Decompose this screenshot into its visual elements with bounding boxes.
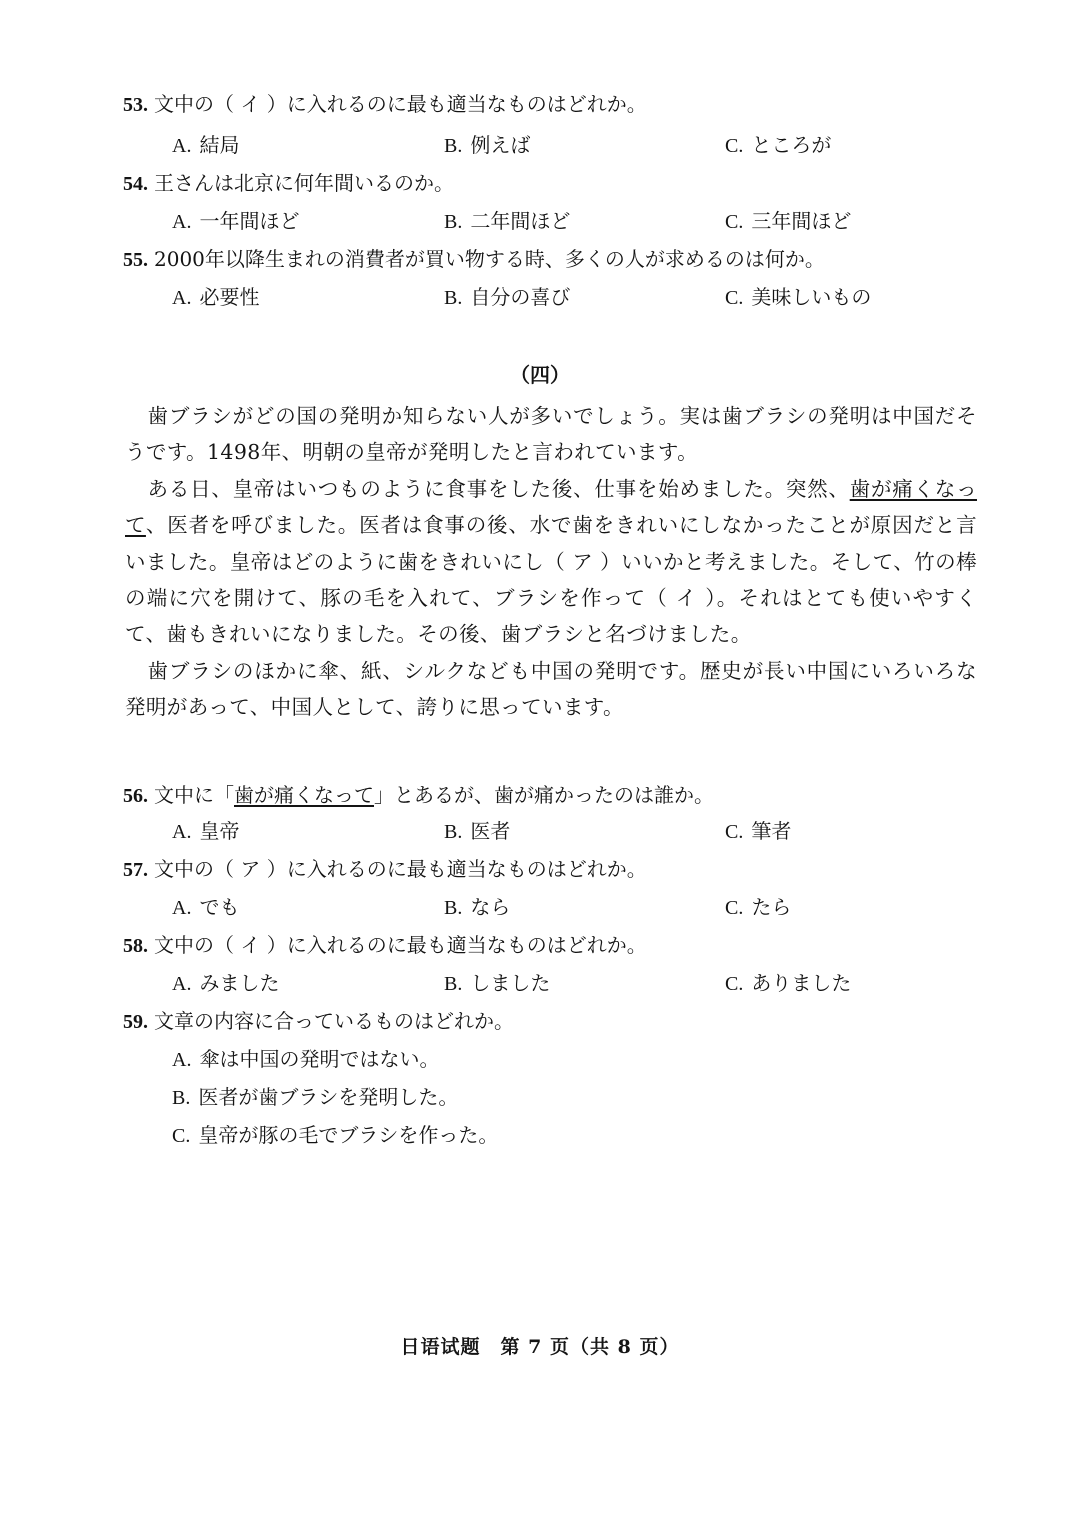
question-text: 」とあるが、歯が痛かったのは誰か。 [374, 783, 714, 807]
option-b [444, 969, 550, 998]
option-text: 二年間ほど [470, 209, 571, 233]
option-letter: B. [444, 135, 463, 157]
option-c [725, 207, 851, 236]
option-letter: A. [172, 211, 192, 233]
option-letter: C. [725, 821, 744, 843]
option-letter: B. [444, 973, 463, 995]
option-letter: B. [444, 897, 463, 919]
options-55 [0, 283, 1080, 311]
option-letter: C. [172, 1125, 191, 1147]
question-text: 文中に「 [154, 783, 234, 807]
option-text: 一年間ほど [199, 209, 300, 233]
option-b [444, 817, 510, 846]
question-number: 55. [123, 249, 148, 271]
option-letter: A. [172, 1049, 192, 1071]
option-c [725, 131, 831, 160]
question-text: 文中の（ イ ）に入れるのに最も適当なものはどれか。 [154, 933, 647, 957]
question-55 [123, 245, 825, 274]
question-number: 56. [123, 785, 148, 807]
option-text: なら [470, 895, 511, 919]
option-letter: B. [444, 211, 463, 233]
section-title: （四） [510, 363, 570, 387]
question-58 [123, 931, 647, 960]
options-53 [0, 131, 1080, 159]
option-b [444, 131, 530, 160]
option-letter: B. [444, 287, 463, 309]
option-a [172, 1045, 439, 1074]
option-text: ところが [751, 133, 832, 157]
question-number: 54. [123, 173, 148, 195]
paragraph-text: 、医者を呼びました。医者は食事の後、水で歯をきれいにしなかったことが原因だと言いました。皇帝はどのように歯をきれいにし（ ア ）いいかと考えました。そして、竹の棒の端に穴を開けて、豚の毛を入れて、ブラシを作って（ イ ）。それはとても使いやすくて、歯もきれいになりました。その後、歯ブラシと名づけました。 [125, 513, 977, 647]
option-text: 美味しいもの [751, 285, 872, 309]
option-letter: B. [444, 821, 463, 843]
option-text: 結局 [199, 133, 240, 157]
option-text: でも [199, 895, 240, 919]
option-b [444, 283, 570, 312]
option-letter: A. [172, 135, 192, 157]
option-text: ありました [751, 971, 852, 995]
option-text: みました [199, 971, 280, 995]
passage-paragraph-2 [125, 471, 977, 653]
option-text: 三年間ほど [751, 209, 852, 233]
options-54 [0, 207, 1080, 235]
reading-passage [125, 398, 977, 726]
option-c [725, 893, 791, 922]
option-letter: C. [725, 135, 744, 157]
question-56 [123, 781, 714, 810]
page-footer: 日语试题 第 7 页（共 8 页） [400, 1336, 680, 1358]
underlined-phrase: 歯が痛くなって [125, 476, 977, 538]
question-number: 57. [123, 859, 148, 881]
option-letter: A. [172, 897, 192, 919]
option-a [172, 283, 259, 312]
option-b [172, 1083, 458, 1112]
option-text: 皇帝が豚の毛でブラシを作った。 [198, 1123, 499, 1147]
question-text: 王さんは北京に何年間いるのか。 [154, 171, 454, 195]
passage-paragraph-3: 歯ブラシのほかに傘、紙、シルクなども中国の発明です。歴史が長い中国にいろいろな発明があって、中国人として、誇りに思っています。 [125, 658, 977, 720]
option-letter: C. [725, 211, 744, 233]
paragraph-text: ある日、皇帝はいつものように食事をした後、仕事を始めました。突然、 [147, 476, 850, 501]
option-a [172, 131, 239, 160]
options-58 [0, 969, 1080, 997]
option-text: たら [751, 895, 792, 919]
option-c [172, 1121, 498, 1150]
question-number: 58. [123, 935, 148, 957]
option-b [444, 207, 570, 236]
option-c [725, 969, 851, 998]
option-text: しました [470, 971, 551, 995]
question-54 [123, 169, 454, 198]
option-c [725, 817, 791, 846]
option-text: 例えば [470, 133, 531, 157]
underlined-phrase: 歯が痛くなって [234, 783, 374, 807]
option-a [172, 817, 239, 846]
option-a [172, 893, 239, 922]
option-letter: A. [172, 973, 192, 995]
question-text: 文中の（ イ ）に入れるのに最も適当なものはどれか。 [154, 92, 647, 116]
question-text: 文章の内容に合っているものはどれか。 [154, 1009, 514, 1033]
option-letter: A. [172, 287, 192, 309]
question-59 [123, 1007, 514, 1036]
option-text: 必要性 [199, 285, 260, 309]
option-letter: A. [172, 821, 192, 843]
question-53 [123, 90, 647, 119]
option-letter: C. [725, 287, 744, 309]
option-text: 医者が歯ブラシを発明した。 [198, 1085, 459, 1109]
option-text: 筆者 [751, 819, 792, 843]
question-text: 2000年以降生まれの消費者が買い物する時、多くの人が求めるのは何か。 [154, 247, 825, 271]
option-text: 傘は中国の発明ではない。 [199, 1047, 440, 1071]
option-c [725, 283, 871, 312]
option-text: 皇帝 [199, 819, 240, 843]
option-letter: C. [725, 973, 744, 995]
question-text: 文中の（ ア ）に入れるのに最も適当なものはどれか。 [154, 857, 647, 881]
options-56 [0, 817, 1080, 845]
option-a [172, 207, 299, 236]
option-text: 医者 [470, 819, 511, 843]
option-b [444, 893, 510, 922]
question-number: 59. [123, 1011, 148, 1033]
option-text: 自分の喜び [470, 285, 571, 309]
options-57 [0, 893, 1080, 921]
passage-paragraph-1: 歯ブラシがどの国の発明か知らない人が多いでしょう。実は歯ブラシの発明は中国だそうです。1498年、明朝の皇帝が発明したと言われています。 [125, 404, 977, 465]
option-letter: B. [172, 1087, 191, 1109]
question-57 [123, 855, 647, 884]
option-letter: C. [725, 897, 744, 919]
option-a [172, 969, 279, 998]
question-number: 53. [123, 94, 148, 116]
